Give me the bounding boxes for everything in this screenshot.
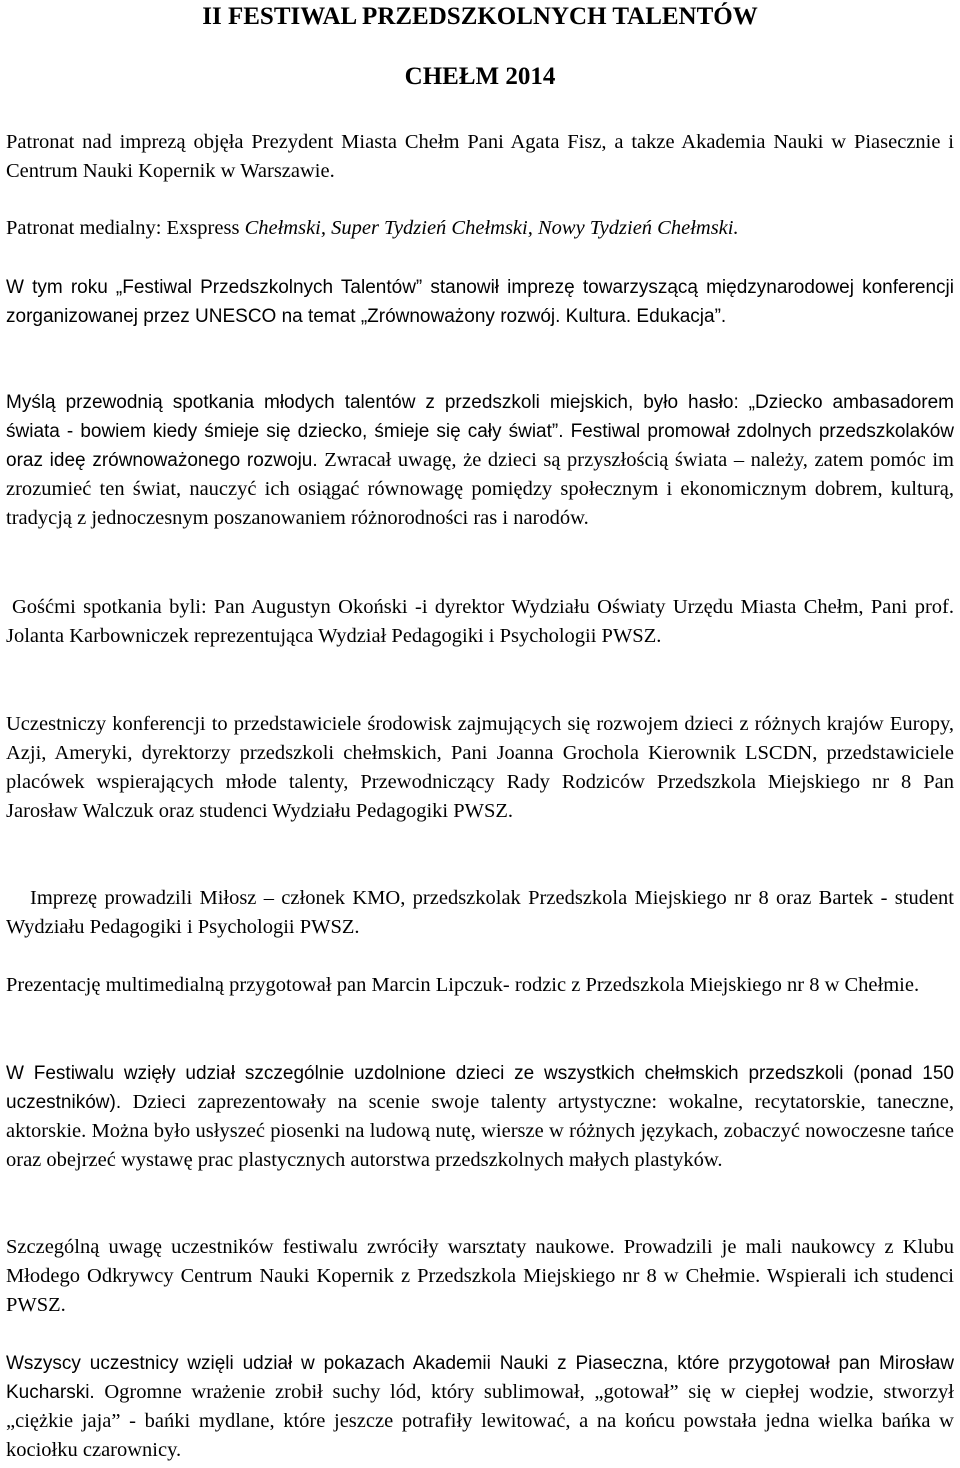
media-patronage-prefix: Patronat medialny: Exspress <box>6 217 245 239</box>
media-patronage-paragraph <box>6 214 954 243</box>
shows-paragraph <box>6 1349 954 1465</box>
presentation-paragraph: Prezentację multimedialną przygotował pan Marcin Lipczuk- rodzic z Przedszkola Miejskiego nr 8 w Chełmie. <box>6 974 920 996</box>
talents-paragraph <box>6 1059 954 1175</box>
document-title: II FESTIWAL PRZEDSZKOLNYCH TALENTÓW <box>202 3 758 30</box>
document-subtitle: CHEŁM 2014 <box>404 63 556 90</box>
hosts-paragraph: Imprezę prowadzili Miłosz – członek KMO, przedszkolak Przedszkola Miejskiego nr 8 oraz Bartek - student Wydziału Pedagogiki i Psychologii PWSZ. <box>6 887 954 938</box>
motto-text: Myślą przewodnią spotkania młodych talentów z przedszkoli miejskich, było hasło: „Dziecko ambasadorem świata - bowiem kiedy śmieje się dziecko, śmieje się cały świat”. Festiwal promował zdolnych przedszkolaków oraz ideę zrównoważonego rozwoju. <box>6 392 954 471</box>
patronage-paragraph: Patronat nad imprezą objęła Prezydent Miasta Chełm Pani Agata Fisz, a takze Akademia Nauki w Piasecznie i Centrum Nauki Kopernik w Warszawie. <box>6 131 954 182</box>
shows-text-continued: Ogromne wrażenie zrobił suchy lód, który sublimował, „gotował” się w ciepłej wodzie, stworzył „ciężkie jaja” - bańki mydlane, które jeszcze potrafiły lewitować, a na końcu powstała jedna wielka bańka w kociołku czarownicy. <box>6 1381 954 1461</box>
motto-text-continued: Zwracał uwagę, że dzieci są przyszłością świata – należy, zatem pomóc im zrozumieć ten świat, nauczyć ich osiągać równowagę pomiędzy społecznym i ekonomicznym dobrem, kulturą, tradycją z jednoczesnym poszanowaniem różnorodności ras i narodów. <box>6 449 954 529</box>
media-outlets: Chełmski, Super Tydzień Chełmski, Nowy Tydzień Chełmski. <box>244 217 739 239</box>
workshops-paragraph: Szczególną uwagę uczestników festiwalu zwróciły warsztaty naukowe. Prowadzili je mali naukowcy z Klubu Młodego Odkrywcy Centrum Nauki Kopernik z Przedszkola Miejskiego nr 8 w Chełmie. Wspierali ich studenci PWSZ. <box>6 1236 954 1316</box>
participants-paragraph: Uczestniczy konferencji to przedstawiciele środowisk zajmujących się rozwojem dzieci z różnych krajów Europy, Azji, Ameryki, dyrektorzy przedszkoli chełmskich, Pani Joanna Grochola Kierownik LSCDN, przedstawiciele placówek wspierających młode talenty, Przewodniczący Rady Rodziców Przedszkola Miejskiego nr 8 Pan Jarosław Walczuk oraz studenci Wydziału Pedagogiki PWSZ. <box>6 713 954 822</box>
talents-text-continued: Dzieci zaprezentowały na scenie swoje talenty artystyczne: wokalne, recytatorskie, taneczne, aktorskie. Można było usłyszeć piosenki na ludową nutę, wiersze w różnych językach, zobaczyć nowoczesne tańce oraz obejrzeć wystawę prac plastycznych autorstwa przedszkolnych małych plastyków. <box>6 1091 954 1171</box>
guests-paragraph: Gośćmi spotkania byli: Pan Augustyn Okoński -i dyrektor Wydziału Oświaty Urzędu Miasta Chełm, Pani prof. Jolanta Karbowniczek reprezentująca Wydział Pedagogiki i Psychologii PWSZ. <box>6 596 954 647</box>
shows-text: Wszyscy uczestnicy wzięli udział w pokazach Akademii Nauki z Piaseczna, które przygotował pan Mirosław Kucharski. <box>6 1353 954 1403</box>
unesco-paragraph: W tym roku „Festiwal Przedszkolnych Talentów” stanowił imprezę towarzyszącą międzynarodowej konferencji zorganizowanej przez UNESCO na temat „Zrównoważony rozwój. Kultura. Edukacja”. <box>6 277 954 327</box>
motto-paragraph <box>6 388 954 533</box>
talents-text: W Festiwalu wzięły udział szczególnie uzdolnione dzieci ze wszystkich chełmskich przedszkoli (ponad 150 uczestników). <box>6 1063 954 1113</box>
